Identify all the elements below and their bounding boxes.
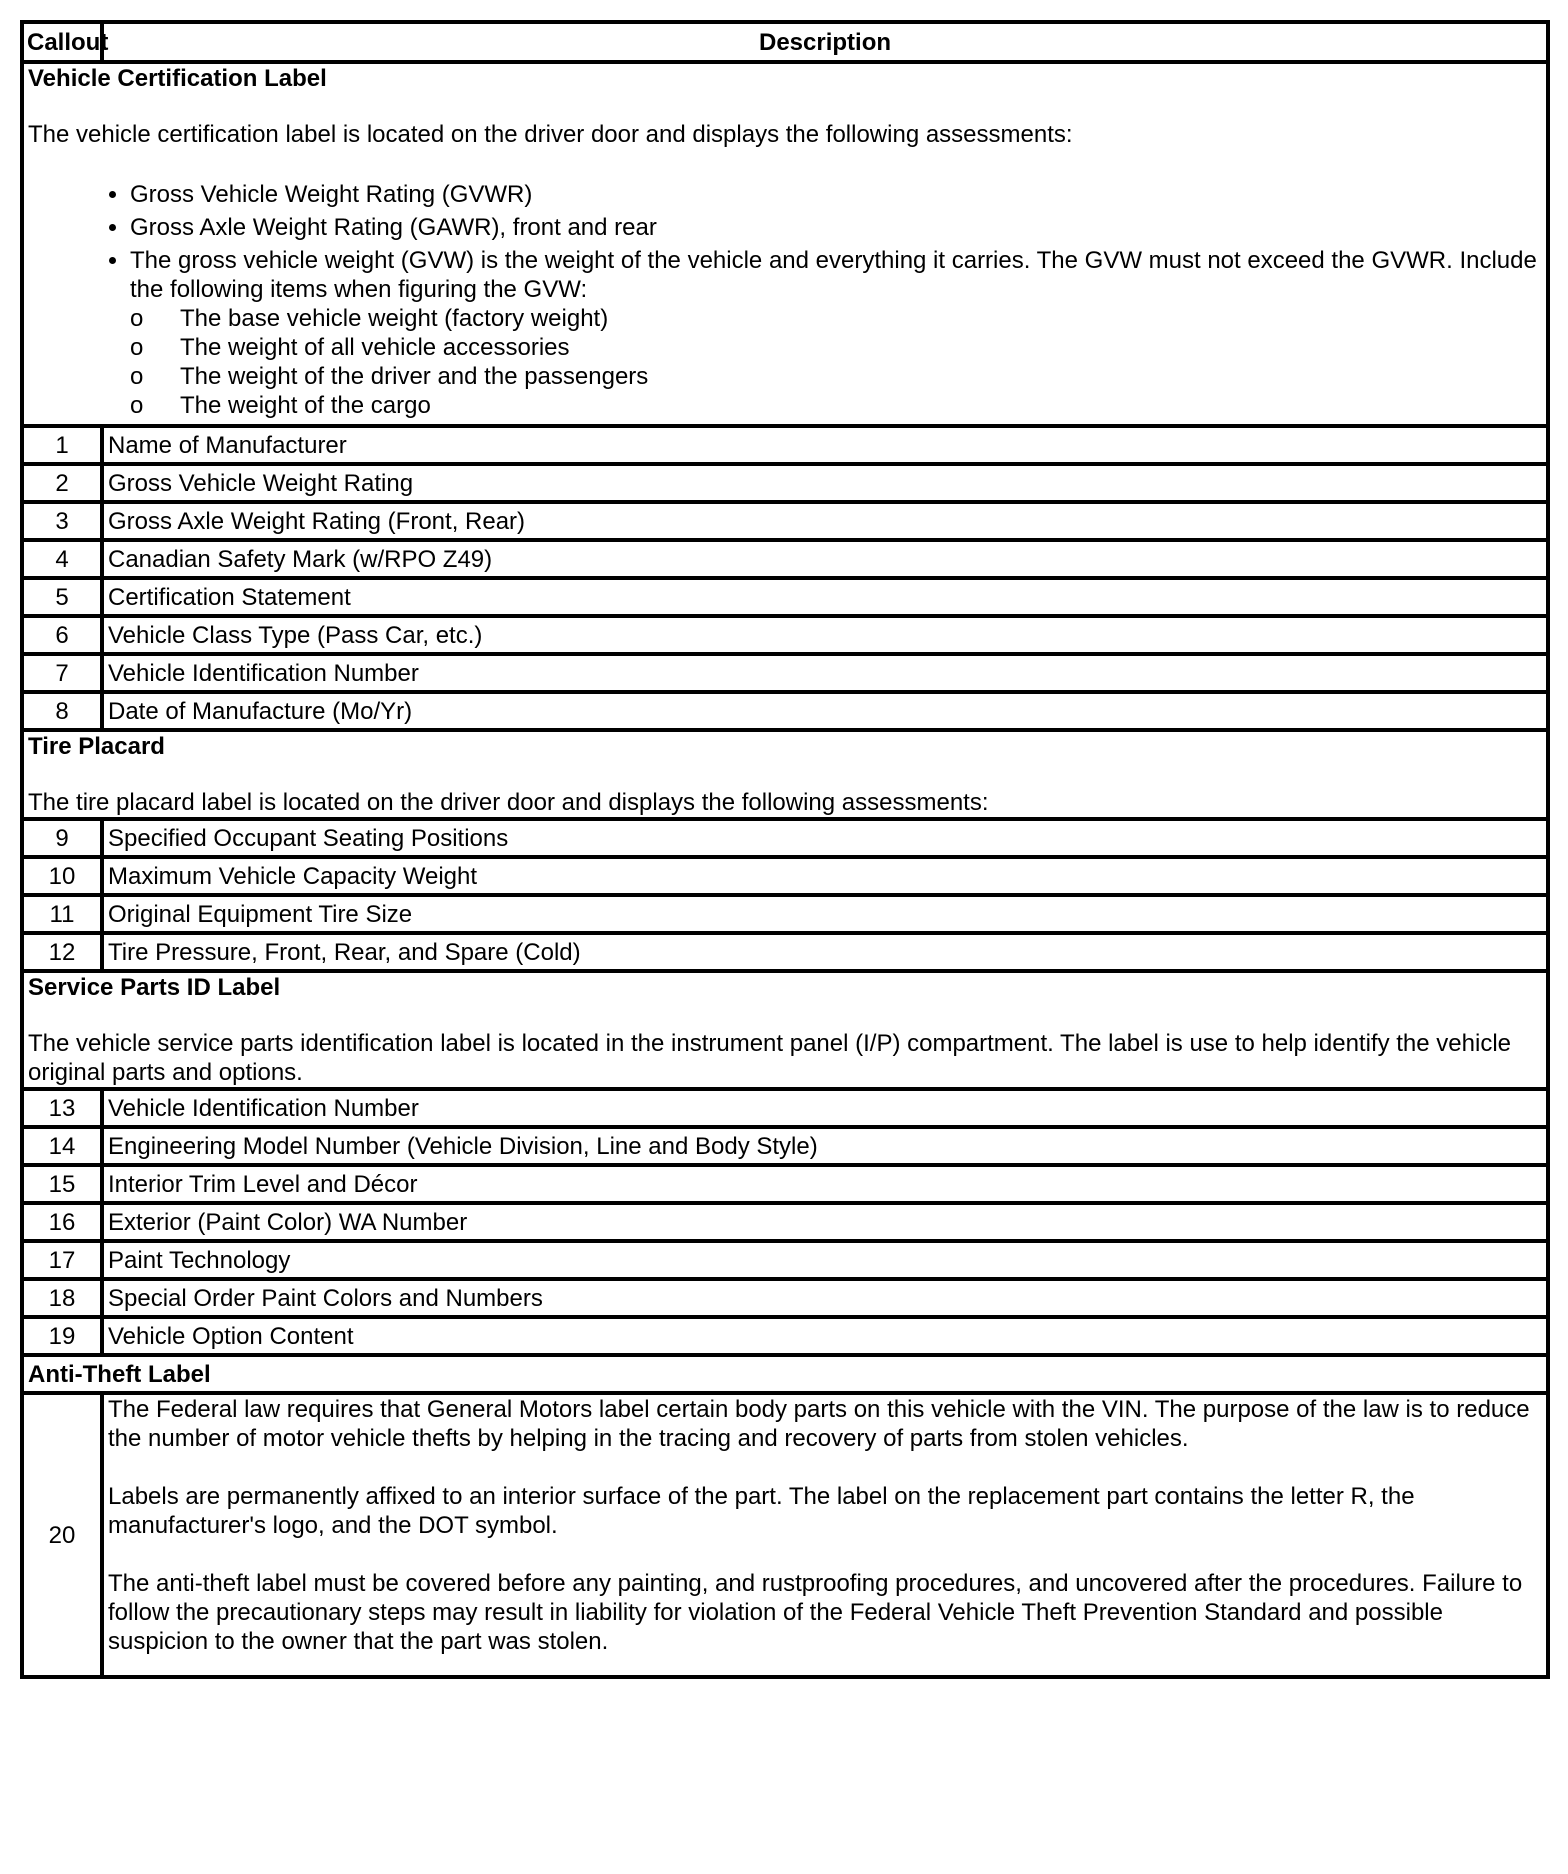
table-row: [22, 578, 1548, 616]
section-row-tire-placard: [22, 730, 1548, 819]
table-row: [22, 1393, 1548, 1677]
callout-number: 8: [22, 692, 102, 730]
callout-number: 2: [22, 464, 102, 502]
callout-description: Canadian Safety Mark (w/RPO Z49): [102, 540, 1548, 578]
table-row: [22, 654, 1548, 692]
section-intro: The vehicle service parts identification label is located in the instrument panel (I/P) compartment. The label is use to help identify the vehicle original parts and options.: [28, 1030, 1511, 1086]
paragraph: Labels are permanently affixed to an interior surface of the part. The label on the replacement part contains the letter R, the manufacturer's logo, and the DOT symbol.: [108, 1483, 1415, 1539]
table-row: [22, 1165, 1548, 1203]
callout-number: 17: [22, 1241, 102, 1279]
callout-number: 7: [22, 654, 102, 692]
sub-list-item: o The weight of all vehicle accessories: [180, 333, 1542, 362]
callout-description: Gross Vehicle Weight Rating: [102, 464, 1548, 502]
description-column-header: Description: [102, 22, 1548, 62]
table-row: [22, 1127, 1548, 1165]
callout-description: Special Order Paint Colors and Numbers: [102, 1279, 1548, 1317]
list-item: • Gross Vehicle Weight Rating (GVWR): [130, 180, 1542, 209]
table-row: [22, 857, 1548, 895]
paragraph: The anti-theft label must be covered before any painting, and rustproofing procedures, and uncovered after the procedures. Failure to follow the precautionary steps may result in liability for violation of the Federal Vehicle Theft Prevention Standard and possible suspicion to the owner that the part was stolen.: [108, 1570, 1523, 1655]
section-title: Vehicle Certification Label: [28, 65, 327, 92]
callout-description: Maximum Vehicle Capacity Weight: [102, 857, 1548, 895]
callout-description: Original Equipment Tire Size: [102, 895, 1548, 933]
callout-description: Engineering Model Number (Vehicle Division, Line and Body Style): [102, 1127, 1548, 1165]
section-intro: The vehicle certification label is located on the driver door and displays the following assessments:: [28, 121, 1073, 148]
callout-number: 11: [22, 895, 102, 933]
callout-description: Exterior (Paint Color) WA Number: [102, 1203, 1548, 1241]
callout-number: 18: [22, 1279, 102, 1317]
table-row: [22, 540, 1548, 578]
callout-number: 4: [22, 540, 102, 578]
list-item: • Gross Axle Weight Rating (GAWR), front and rear: [130, 213, 1542, 242]
callout-description: Gross Axle Weight Rating (Front, Rear): [102, 502, 1548, 540]
callout-number: 9: [22, 819, 102, 857]
sub-list-item: o The base vehicle weight (factory weight): [180, 304, 1542, 333]
section-row-service-parts-id: [22, 971, 1548, 1089]
table-row: [22, 616, 1548, 654]
table-row: [22, 1203, 1548, 1241]
callout-description: Paint Technology: [102, 1241, 1548, 1279]
list-item-text: The gross vehicle weight (GVW) is the weight of the vehicle and everything it carries. The GVW must not exceed the GVWR. Include the following items when figuring the GVW:: [130, 247, 1537, 303]
callout-number: 20: [22, 1393, 102, 1677]
callout-number: 14: [22, 1127, 102, 1165]
table-row: [22, 1241, 1548, 1279]
callout-description: Interior Trim Level and Décor: [102, 1165, 1548, 1203]
callout-description: Name of Manufacturer: [102, 426, 1548, 464]
table-header-row: [22, 22, 1548, 62]
callout-description: Vehicle Identification Number: [102, 1089, 1548, 1127]
callout-description: [102, 1393, 1548, 1677]
callout-description: Date of Manufacture (Mo/Yr): [102, 692, 1548, 730]
table-row: [22, 933, 1548, 971]
callout-number: 3: [22, 502, 102, 540]
callout-description: Tire Pressure, Front, Rear, and Spare (Cold): [102, 933, 1548, 971]
table-row: [22, 692, 1548, 730]
table-row: [22, 502, 1548, 540]
table-row: [22, 1279, 1548, 1317]
section-intro: The tire placard label is located on the driver door and displays the following assessments:: [28, 789, 989, 816]
callout-table: [20, 20, 1550, 1679]
sub-list-item: o The weight of the driver and the passengers: [180, 362, 1542, 391]
section-row-vehicle-certification: [22, 62, 1548, 426]
callout-description: Vehicle Identification Number: [102, 654, 1548, 692]
table-row: [22, 1089, 1548, 1127]
section-row-anti-theft: [22, 1355, 1548, 1393]
callout-number: 1: [22, 426, 102, 464]
callout-number: 13: [22, 1089, 102, 1127]
callout-number: 12: [22, 933, 102, 971]
callout-description: Certification Statement: [102, 578, 1548, 616]
bullet-list: [28, 180, 1542, 420]
sub-list-item: o The weight of the cargo: [180, 391, 1542, 420]
callout-number: 10: [22, 857, 102, 895]
section-title: Tire Placard: [28, 733, 165, 760]
section-title: Anti-Theft Label: [28, 1360, 211, 1388]
callout-description: Vehicle Option Content: [102, 1317, 1548, 1355]
sub-bullet-list: [130, 304, 1542, 420]
callout-number: 19: [22, 1317, 102, 1355]
callout-number: 15: [22, 1165, 102, 1203]
table-row: [22, 464, 1548, 502]
callout-number: 16: [22, 1203, 102, 1241]
callout-column-header: Callout: [22, 22, 102, 62]
table-row: [22, 895, 1548, 933]
table-row: [22, 426, 1548, 464]
callout-description: Vehicle Class Type (Pass Car, etc.): [102, 616, 1548, 654]
paragraph: The Federal law requires that General Motors label certain body parts on this vehicle with the VIN. The purpose of the law is to reduce the number of motor vehicle thefts by helping in the tracing and recovery of parts from stolen vehicles.: [108, 1396, 1530, 1452]
callout-number: 6: [22, 616, 102, 654]
table-row: [22, 1317, 1548, 1355]
callout-description: Specified Occupant Seating Positions: [102, 819, 1548, 857]
callout-number: 5: [22, 578, 102, 616]
table-row: [22, 819, 1548, 857]
callout-table-document: [20, 20, 1550, 1679]
list-item: [130, 246, 1542, 420]
section-title: Service Parts ID Label: [28, 974, 281, 1001]
